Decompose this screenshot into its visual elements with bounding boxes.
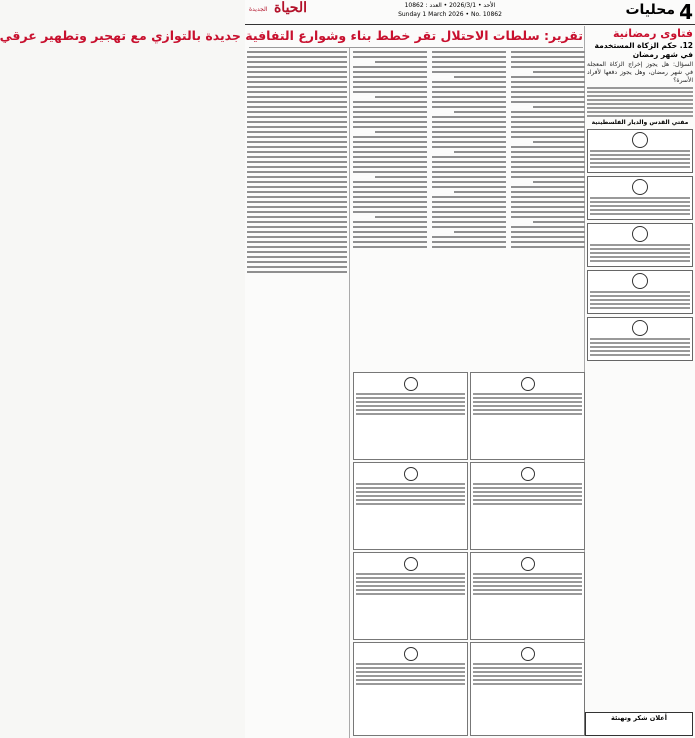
notice-cell — [470, 552, 585, 640]
emblem-icon — [404, 557, 418, 571]
fatwa-subtitle: 12. حكم الزكاة المستخدمة في شهر رمضان — [594, 41, 693, 59]
date-arabic: الأحد • 2026/3/1 • العدد : 10862 — [404, 2, 496, 9]
notice-cell — [353, 552, 468, 640]
logo-name: الحياة — [273, 0, 307, 16]
notice-cell — [353, 462, 468, 550]
logo-subtitle: الجديدة — [249, 6, 268, 13]
page-number: 4 — [679, 0, 693, 24]
emblem-icon — [404, 467, 418, 481]
notice-box — [587, 223, 693, 267]
article-column — [432, 48, 506, 368]
article-column — [511, 48, 585, 368]
article-column — [353, 48, 427, 368]
main-headline: تقرير: سلطات الاحتلال تقر خطط بناء وشوارع التفافية جديدة بالتوازي مع تهجير وتطهير عرقي — [249, 25, 583, 48]
emblem-icon — [632, 226, 648, 242]
fatwa-body: السؤال: هل يجوز إخراج الزكاة المعجلة في شهر رمضان، وهل يجوز دفعها لأفراد الأسرة؟ — [587, 61, 693, 84]
notice-cell — [470, 372, 585, 460]
notice-cell — [470, 642, 585, 736]
date-english: Sunday 1 March 2026 • No. 10862 — [398, 11, 502, 18]
emblem-icon — [632, 132, 648, 148]
emblem-icon — [404, 647, 418, 661]
section-title: محليات — [625, 2, 675, 18]
right-column — [584, 26, 693, 736]
fatwa-text-lines — [587, 87, 693, 117]
left-column — [247, 48, 350, 738]
notice-cell — [353, 372, 468, 460]
notice-box — [587, 129, 693, 173]
notices-grid — [353, 372, 585, 738]
emblem-icon — [404, 377, 418, 391]
masthead — [245, 0, 695, 25]
emblem-icon — [632, 179, 648, 195]
emblem-icon — [632, 320, 648, 336]
notice-cell — [353, 642, 468, 736]
bottom-advertisement: أعلان شكر وتهنئة — [585, 712, 693, 736]
notice-box — [587, 317, 693, 361]
notice-box — [587, 176, 693, 220]
emblem-icon — [521, 647, 535, 661]
emblem-icon — [521, 377, 535, 391]
article-body — [353, 48, 585, 368]
emblem-icon — [521, 467, 535, 481]
newspaper-logo — [249, 0, 307, 22]
fatwa-title: فتاوى رمضانية — [613, 27, 693, 40]
emblem-icon — [521, 557, 535, 571]
date-box — [385, 1, 515, 19]
fatwa-footer: مفتي القدس والديار الفلسطينية — [591, 119, 689, 126]
notice-cell — [470, 462, 585, 550]
notice-box — [587, 270, 693, 314]
emblem-icon — [632, 273, 648, 289]
